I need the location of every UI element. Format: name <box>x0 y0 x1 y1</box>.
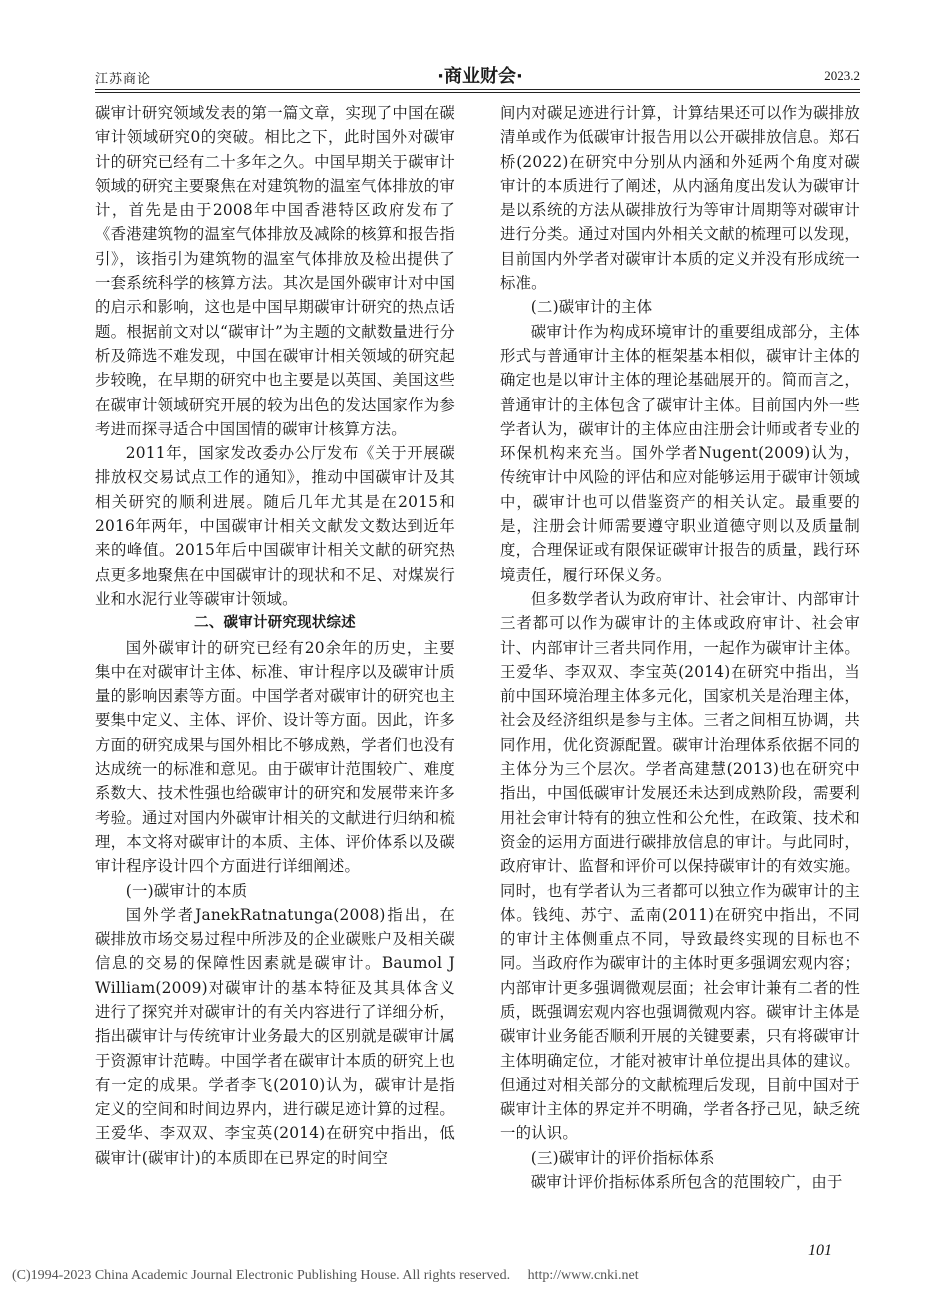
paragraph: 碳审计研究领域发表的第一篇文章，实现了中国在碳审计领域研究0的突破。相比之下，此时国外对碳审计的研究已经有二十多年之久。中国早期关于碳审计领域的研究主要聚焦在对建筑物的温室气体排放的审计，首先是由于2008年中国香港特区政府发布了《香港建筑物的温室气体排放及减除的核算和报告指引》，该指引为建筑物的温室气体排放及检出提供了一套系统科学的核算方法。其次是国外碳审计对中国的启示和影响，这也是中国早期碳审计研究的热点话题。根据前文对以“碳审计”为主题的文献数量进行分析及筛选不难发现，中国在碳审计相关领域的研究起步较晚，在早期的研究中也主要是以英国、美国这些在碳审计领域研究开展的较为出色的发达国家作为参考进而探寻适合中国国情的碳审计核算方法。 <box>95 104 455 438</box>
copyright-text: (C)1994-2023 China Academic Journal Electronic Publishing House. All rights reserved. <box>12 1268 511 1283</box>
copyright-footer <box>12 1268 639 1284</box>
header-rule-top <box>95 89 860 90</box>
issue-date: 2023.2 <box>824 68 860 83</box>
paragraph: 碳审计评价指标体系所包含的范围较广，由于 <box>530 1173 843 1192</box>
section-heading: 二、碳审计研究现状综述 <box>194 615 356 632</box>
paragraph: 但多数学者认为政府审计、社会审计、内部审计三者都可以作为碳审计的主体或政府审计、社会审计、内部审计三者共同作用，一起作为碳审计主体。王爱华、李双双、李宝英(2014)在研究中指出，当前中国环境治理主体多元化，国家机关是治理主体，社会及经济组织是参与主体。三者之间相互协调，共同作用，优化资源配置。碳审计治理体系依据不同的主体分为三个层次。学者高建慧(2013)也在研究中指出，中国低碳审计发展还未达到成熟阶段，需要利用社会审计特有的独立性和公允性，在政策、技术和资金的运用方面进行碳排放信息的审计。与此同时，政府审计、监督和评价可以保持碳审计的有效实施。同时，也有学者认为三者都可以独立作为碳审计的主体。钱纯、苏宁、孟南(2011)在研究中指出，不同的审计主体侧重点不同，导致最终实现的目标也不同。当政府作为碳审计的主体时更多强调宏观内容；内部审计更多强调微观层面；社会审计兼有二者的性质，既强调宏观内容也强调微观内容。碳审计主体是碳审计业务能否顺利开展的关键要素，只有将碳审计主体明确定位，才能对被审计单位提出具体的建议。但通过对相关部分的文献梳理后发现，目前中国对于碳审计主体的界定并不明确，学者各抒己见，缺乏统一的认识。 <box>500 589 860 1143</box>
page-number: 101 <box>808 1242 832 1259</box>
paragraph: 国外碳审计的研究已经有20余年的历史，主要集中在对碳审计主体、标准、审计程序以及碳审计质量的影响因素等方面。中国学者对碳审计的研究也主要集中定义、主体、评价、设计等方面。因此，许多方面的研究成果与国外相比不够成熟，学者们也没有达成统一的标准和意见。由于碳审计范围较广、难度系数大、技术性强也给碳审计的研究和发展带来许多考验。通过对国内外碳审计相关的文献进行归纳和梳理，本文将对碳审计的本质、主体、评价体系以及碳审计程序设计四个方面进行详细阐述。 <box>95 638 455 876</box>
paragraph: 国外学者JanekRatnatunga(2008)指出，在碳排放市场交易过程中所涉及的企业碳账户及相关碳信息的交易的保障性因素就是碳审计。Baumol J William(2009)对碳审计的基本特征及其具体含义进行了探究并对碳审计的有关内容进行了详细分析，指出碳审计与传统审计业务最大的区别就是碳审计属于资源审计范畴。中国学者在碳审计本质的研究上也有一定的成果。学者李飞(2010)认为，碳审计是指定义的空间和时间边界内，进行碳足迹计算的过程。王爱华、李双双、李宝英(2014)在研究中指出，低碳审计(碳审计)的本质即在已界定的时间空 <box>95 905 455 1167</box>
running-header <box>95 62 860 88</box>
left-column <box>95 101 455 1170</box>
subsection-heading: (三)碳审计的评价指标体系 <box>530 1148 715 1167</box>
subsection-heading: (一)碳审计的本质 <box>125 881 248 900</box>
paragraph: 碳审计作为构成环境审计的重要组成部分，主体形式与普通审计主体的框架基本相似，碳审计主体的确定也是以审计主体的理论基础展开的。简而言之，普通审计的主体包含了碳审计主体。目前国内外一些学者认为，碳审计的主体应由注册会计师或者专业的环保机构来充当。国外学者Nugent(2009)认为，传统审计中风险的评估和应对能够运用于碳审计领域中，碳审计也可以借鉴资产的相关认定。最重要的是，注册会计师需要遵守职业道德守则以及质量制度，合理保证或有限保证碳审计报告的质量，践行环境责任，履行环保义务。 <box>500 322 860 584</box>
cnki-url[interactable]: http://www.cnki.net <box>527 1268 639 1283</box>
subsection-heading: (二)碳审计的主体 <box>530 298 653 317</box>
section-title: ·商业财会· <box>437 66 523 87</box>
journal-name: 江苏商论 <box>95 71 152 86</box>
header-rule-bottom <box>95 92 860 93</box>
paragraph: 间内对碳足迹进行计算，计算结果还可以作为碳排放清单或作为低碳审计报告用以公开碳排放信息。郑石桥(2022)在研究中分别从内涵和外延两个角度对碳审计的本质进行了阐述，从内涵角度出发认为碳审计是以系统的方法从碳排放行为等审计周期等对碳审计进行分类。通过对国内外相关文献的梳理可以发现，目前国内外学者对碳审计本质的定义并没有形成统一标准。 <box>500 104 860 293</box>
right-column <box>500 101 860 1194</box>
paragraph: 2011年，国家发改委办公厅发布《关于开展碳排放权交易试点工作的通知》，推动中国碳审计及其相关研究的顺利进展。随后几年尤其是在2015和2016年两年，中国碳审计相关文献发文数达到近年来的峰值。2015年后中国碳审计相关文献的研究热点更多地聚焦在中国碳审计的现状和不足、对煤炭行业和水泥行业等碳审计领域。 <box>95 444 455 608</box>
